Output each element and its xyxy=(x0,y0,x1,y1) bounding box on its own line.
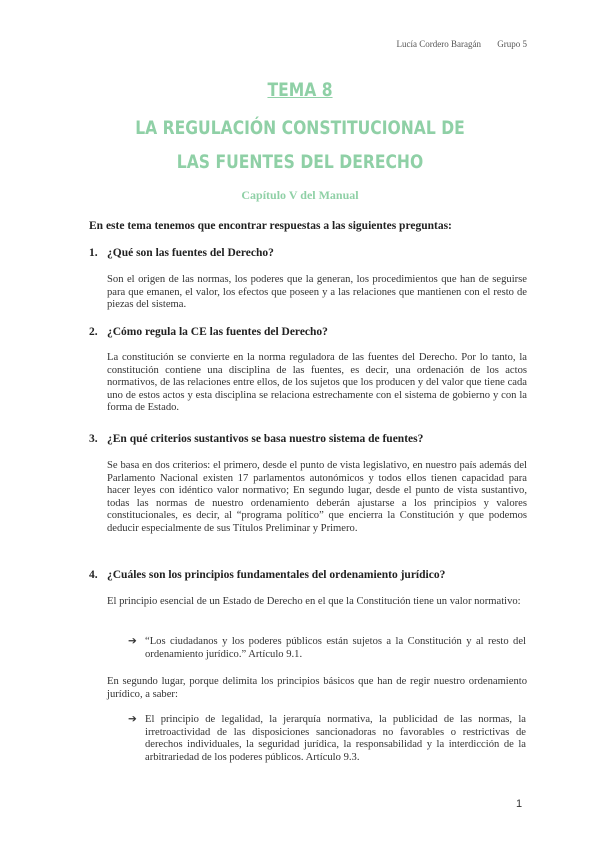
title-line-1: LA REGULACIÓN CONSTITUCIONAL DE xyxy=(135,117,465,139)
bullet-text: “Los ciudadanos y los poderes públicos están sujetos a la Constitución y al resto del ordenamiento jurídico.” Artículo 9.1. xyxy=(145,636,526,660)
subtitle: Capítulo V del Manual xyxy=(241,188,359,202)
question-number: 3. xyxy=(89,433,98,445)
header-author: Lucía Cordero Baragán xyxy=(396,39,481,49)
intro-text: En este tema tenemos que encontrar respuestas a las siguientes preguntas: xyxy=(89,220,452,232)
question-number: 1. xyxy=(89,247,98,259)
answer-3: Se basa en dos criterios: el primero, desde el punto de vista legislativo, en nuestro país además del Parlamento Nacional existen 17 parlamentos autonómicos y todos ellos tienen capacidad para hacer leyes con idéntico valor normativo; En segundo lugar, desde el punto de vista sustantivo, todas las normas de nuestro ordenamiento deberán ajustarse a los principios y valores constitucionales, es decir, al “programa político” que encierra la Constitución y que podemos deducir especialmente de sus Títulos Preliminar y Primero. xyxy=(107,460,527,534)
question-3 xyxy=(89,433,529,445)
arrow-icon: ➔ xyxy=(128,714,137,725)
title-topic: TEMA 8 xyxy=(267,79,333,101)
question-number: 4. xyxy=(89,569,98,581)
page-header xyxy=(397,39,527,49)
bullet-text: El principio de legalidad, la jerarquía normativa, la publicidad de las normas, la irretroactividad de las disposiciones sancionadoras no favorables o restrictivas de derechos individuales, la seguridad jurídica, la responsabilidad y la interdicción de la arbitrariedad de los poderes públicos. Artículo 9.3. xyxy=(145,714,526,763)
answer-4: El principio esencial de un Estado de Derecho en el que la Constitución tiene un valor normativo: xyxy=(107,596,521,607)
page-number: 1 xyxy=(516,798,523,810)
question-text: ¿Cómo regula la CE las fuentes del Derecho? xyxy=(107,326,328,338)
question-text: ¿Qué son las fuentes del Derecho? xyxy=(107,247,274,259)
header-group: Grupo 5 xyxy=(497,39,527,49)
question-2 xyxy=(89,326,529,338)
question-text: ¿En qué criterios sustantivos se basa nuestro sistema de fuentes? xyxy=(107,433,424,445)
bullet-item-1 xyxy=(128,636,526,661)
answer-1: Son el origen de las normas, los poderes que la generan, los procedimientos que han de seguirse para que emanen, el valor, los efectos que poseen y a las relaciones que mantienen con el resto de piezas del sistema. xyxy=(107,274,527,311)
question-4 xyxy=(89,569,529,581)
arrow-icon: ➔ xyxy=(128,636,137,647)
bullet-item-2 xyxy=(128,714,526,764)
answer-4-continued: En segundo lugar, porque delimita los principios básicos que han de regir nuestro ordenamiento jurídico, a saber: xyxy=(107,676,527,700)
question-text: ¿Cuáles son los principios fundamentales del ordenamiento jurídico? xyxy=(107,569,446,581)
question-number: 2. xyxy=(89,326,98,338)
question-1 xyxy=(89,247,529,259)
title-line-2: LAS FUENTES DEL DERECHO xyxy=(176,151,424,173)
answer-2: La constitución se convierte en la norma reguladora de las fuentes del Derecho. Por lo tanto, la constitución contiene una disciplina de las fuentes, es decir, una ordenación de los actos normativos, de las relaciones entre ellos, de los sujetos que los producen y del valor que tiene cada uno de estos actos y esta disciplina se relaciona estrechamente con el sistema de gobierno y con la forma de Estado. xyxy=(107,352,527,414)
